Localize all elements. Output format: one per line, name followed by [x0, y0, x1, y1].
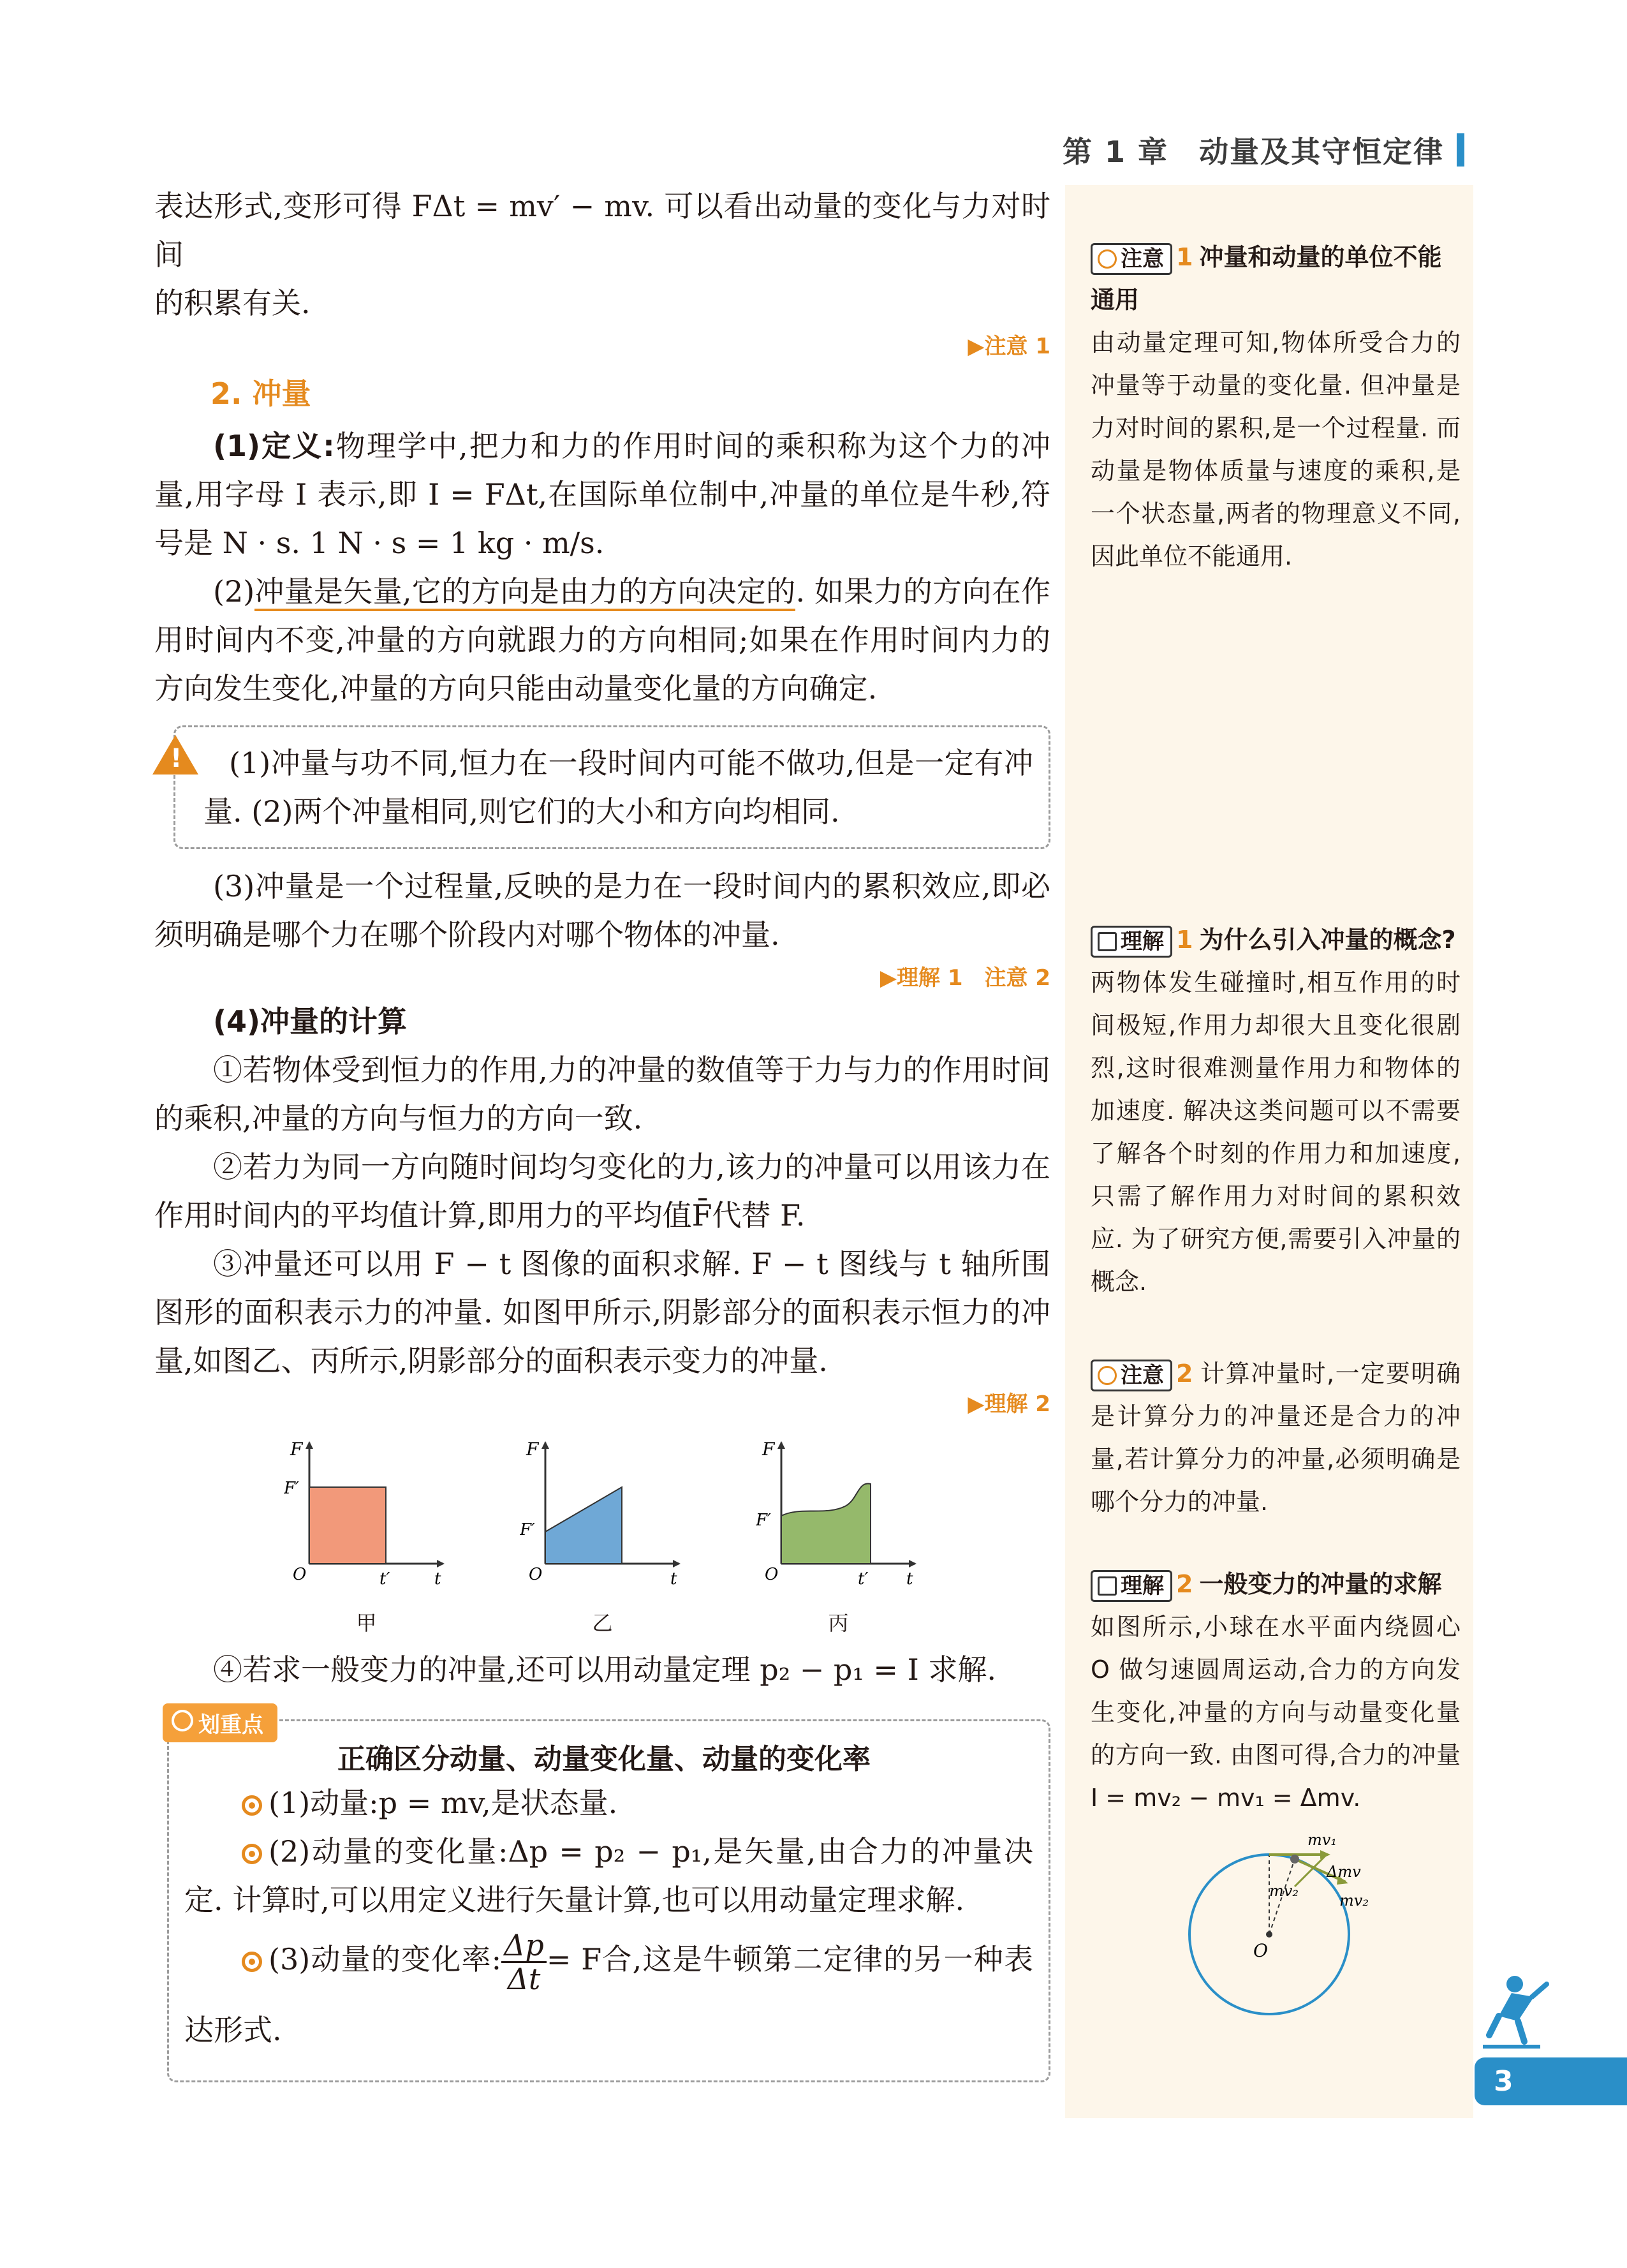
calc-item-4: ④若求一般变力的冲量,还可以用动量定理 p₂ − p₁ = I 求解. [213, 1652, 997, 1687]
calc-item-1: ①若物体受到恒力的作用,力的冲量的数值等于力与力的作用时间的乘积,冲量的方向与恒力的方向一致. [154, 1053, 1050, 1136]
bullet-icon [242, 1952, 262, 1972]
center-label: O [1253, 1940, 1268, 1961]
origin-jia: O [292, 1565, 306, 1584]
t-prime-jia: t′ [379, 1569, 390, 1589]
ref-note-1[interactable]: ▶注意 1 [968, 334, 1050, 359]
note-tag-2: 注意 [1091, 1360, 1172, 1391]
label-yi: 乙 [592, 1611, 613, 1635]
bullet-icon [242, 1795, 262, 1816]
dmv-label: Δmv [1327, 1863, 1361, 1881]
axis-F-yi: F [526, 1439, 538, 1460]
process-paragraph: (3)冲量是一个过程量,反映的是力在一段时间内的累积效应,即必须明确是哪个力在哪个阶段内对哪个物体的冲量. [154, 869, 1050, 952]
vector-paragraph [154, 567, 1050, 713]
intro-line-2: 的积累有关. [154, 286, 311, 320]
intro-line-1: 表达形式,变形可得 FΔt = mv′ − mv. 可以看出动量的变化与力对时间 [154, 189, 1050, 272]
area-bing [781, 1483, 871, 1564]
ft-figures [154, 1436, 1050, 1636]
ref-understand1-note2[interactable]: ▶理解 1 注意 2 [880, 965, 1050, 991]
sidebar-understand-2: 理解 2 一般变力的冲量的求解 如图所示,小球在水平面内绕圆心 O 做匀速圆周运动,合力的方向发生变化,冲量的方向与动量变化量的方向一致. 由图可得,合力的冲量 I = mv₂ − mv₁ = Δmv. mv₁ Δmv mv₂ mv₂ O [1091, 1563, 1461, 2020]
warning-text: (1)冲量与功不同,恒力在一段时间内可能不做功,但是一定有冲量. (2)两个冲量相同,则它们的大小和方向均相同. [203, 746, 1033, 829]
warning-icon: ! [152, 735, 198, 775]
key-points-tag: 划重点 [163, 1703, 277, 1742]
area-jia [309, 1487, 386, 1564]
bullet-icon [242, 1844, 262, 1864]
vector-underlined: 冲量是矢量,它的方向是由力的方向决定的 [254, 574, 795, 611]
circular-motion-diagram [1167, 1826, 1397, 2017]
key-points-title: 正确区分动量、动量变化量、动量的变化率 [337, 1743, 871, 1775]
axis-t-jia: t [434, 1569, 441, 1589]
book-icon [1098, 932, 1117, 951]
ft-graph-jia [284, 1436, 450, 1602]
key-item-3: (3)动量的变化率: $\frac{\Delta p}{\Delta t}$ = F合,这是牛顿第二定律的另一种表达形式. [184, 1927, 1033, 2047]
vector-prefix: (2) [213, 574, 255, 609]
check-icon [1098, 249, 1117, 269]
note-1-text: 由动量定理可知,物体所受合力的冲量等于动量的变化量. 但冲量是力对时间的累积,是一个过程量. 而动量是物体质量与速度的乘积,是一个状态量,两者的物理意义不同,因此单位不能通用. [1091, 329, 1461, 570]
key-points-box [167, 1712, 1050, 2082]
understand-tag-1: 理解 [1091, 926, 1172, 958]
definition-text: 物理学中,把力和力的作用时间的乘积称为这个力的冲量,用字母 I 表示,即 I = FΔt,在国际单位制中,冲量的单位是牛秒,符号是 N · s. 1 N · s = 1 kg · m/s. [154, 429, 1051, 560]
note-1-title: 冲量和动量的单位不能通用 [1091, 243, 1442, 314]
page-number-badge: 3 [1475, 2057, 1627, 2105]
label-bing: 丙 [828, 1611, 849, 1635]
understand-tag-2: 理解 [1091, 1570, 1172, 1602]
skater-mascot-icon [1480, 1971, 1550, 2054]
calc-item-2: ②若力为同一方向随时间均匀变化的力,该力的冲量可以用该力在作用时间内的平均值计算,即用力的平均值F̄代替 F. [154, 1150, 1050, 1233]
mv1-label: mv₁ [1307, 1831, 1337, 1849]
area-yi [545, 1487, 622, 1564]
understand-2-text: 如图所示,小球在水平面内绕圆心 O 做匀速圆周运动,合力的方向发生变化,冲量的方向与动量变化量的方向一致. 由图可得,合力的冲量 I = mv₂ − mv₁ = Δmv. [1091, 1613, 1461, 1812]
figure-yi [520, 1436, 686, 1636]
calc-item-3: ③冲量还可以用 F − t 图像的面积求解. F − t 图线与 t 轴所围图形的面积表示力的冲量. 如图甲所示,阴影部分的面积表示恒力的冲量,如图乙、丙所示,阴影部分的面积表示变力的冲量. [154, 1247, 1051, 1378]
ft-graph-bing [756, 1436, 922, 1602]
F-prime-bing: F′ [755, 1511, 771, 1530]
F-prime-yi: F′ [519, 1520, 535, 1539]
chapter-marker [1457, 133, 1464, 167]
pen-icon [172, 1710, 193, 1731]
calc-title: (4)冲量的计算 [213, 1004, 408, 1039]
definition-label: (1)定义: [213, 429, 335, 463]
key-item-1: (1)动量:p = mv,是状态量. [184, 1779, 1033, 1827]
note-tag-1: 注意 [1091, 243, 1172, 275]
sidebar-note-2: 注意 2 计算冲量时,一定要明确是计算分力的冲量还是合力的冲量,若计算分力的冲量,必须明确是哪个分力的冲量. [1091, 1360, 1461, 1516]
understand-1-title: 为什么引入冲量的概念? [1199, 926, 1456, 954]
understand-2-title: 一般变力的冲量的求解 [1199, 1570, 1442, 1598]
note-2-text: 计算冲量时,一定要明确是计算分力的冲量还是合力的冲量,若计算分力的冲量,必须明确是哪个分力的冲量. [1091, 1360, 1461, 1516]
axis-F-jia: F [290, 1439, 302, 1460]
t-prime-bing: t′ [857, 1569, 868, 1589]
check-icon [1098, 1366, 1117, 1385]
rate-fraction: $\frac{\Delta p}{\Delta t}$ [501, 1929, 547, 1995]
book-icon [1098, 1576, 1117, 1596]
main-column [154, 182, 1050, 2082]
key-item-2: (2)动量的变化量:Δp = p₂ − p₁,是矢量,由合力的冲量决定. 计算时,可以用定义进行矢量计算,也可以用动量定理求解. [184, 1834, 1033, 1917]
chapter-header [1063, 128, 1464, 172]
label-jia: 甲 [356, 1611, 377, 1635]
F-prime-jia: F′ [283, 1479, 299, 1498]
axis-t-bing: t [906, 1569, 913, 1589]
definition-paragraph [154, 422, 1050, 567]
vector-rest: . 如果力的方向在作用时间内不变,冲量的方向就跟力的方向相同;如果在作用时间内力的方向发生变化,冲量的方向只能由动量变化量的方向确定. [154, 574, 1051, 706]
warning-box [170, 725, 1050, 849]
understand-1-text: 两物体发生碰撞时,相互作用的时间极短,作用力却很大且变化很剧烈,这时很难测量作用力和物体的加速度. 解决这类问题可以不需要了解各个时刻的作用力和加速度,只需了解作用力对时间的累积效应. 为了研究方便,需要引入冲量的概念. [1091, 968, 1461, 1296]
section-title: 2. 冲量 [210, 376, 311, 411]
sidebar-understand-1: 理解 1 为什么引入冲量的概念? 两物体发生碰撞时,相互作用的时间极短,作用力却很大且变化很剧烈,这时很难测量作用力和物体的加速度. 解决这类问题可以不需要了解各个时刻的作用力和加速度,只需了解作用力对时间的累积效应. 为了研究方便,需要引入冲量的概念. [1091, 919, 1461, 1303]
mv2-label-outer: mv₂ [1339, 1892, 1369, 1909]
ft-graph-yi [520, 1436, 686, 1602]
figure-jia [284, 1436, 450, 1636]
chapter-title: 第 1 章 动量及其守恒定律 [1062, 135, 1444, 169]
mv2-label: mv₂ [1269, 1882, 1299, 1900]
sidebar-note-1: 注意 1 冲量和动量的单位不能通用 由动量定理可知,物体所受合力的冲量等于动量的变化量. 但冲量是力对时间的累积,是一个过程量. 而动量是物体质量与速度的乘积,是一个状态量,两者的物理意义不同,因此单位不能通用. [1091, 236, 1461, 578]
origin-bing: O [764, 1565, 778, 1584]
origin-yi: O [528, 1565, 542, 1584]
figure-bing [756, 1436, 922, 1636]
axis-t-yi: t [670, 1569, 677, 1589]
axis-F-bing: F [762, 1439, 774, 1460]
ref-understand-2[interactable]: ▶理解 2 [968, 1391, 1050, 1417]
